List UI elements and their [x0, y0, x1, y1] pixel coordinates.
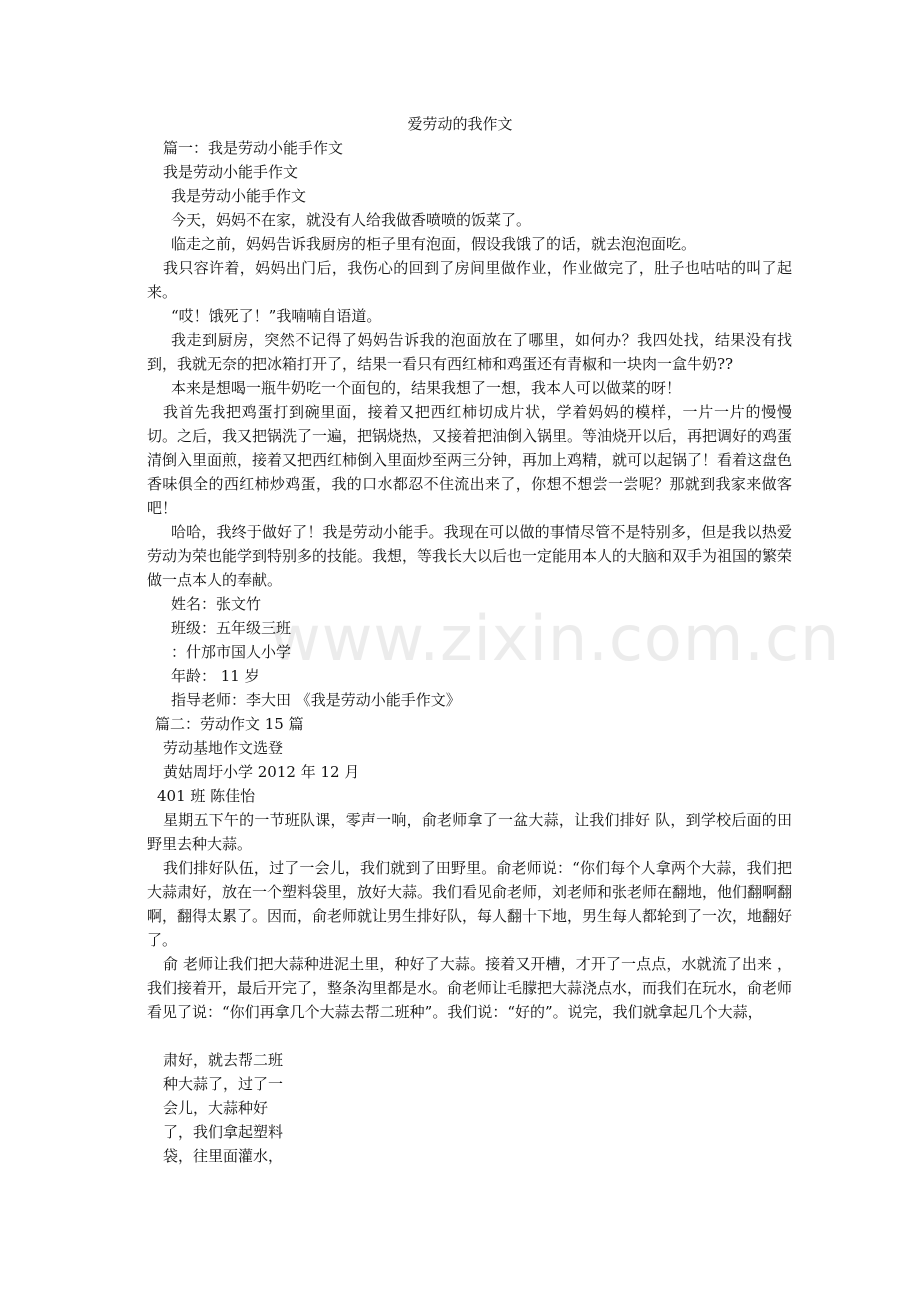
paragraph-8: 哈哈，我终于做好了！我是劳动小能手。我现在可以做的事情尽管不是特别多，但是我以热爱劳动为荣也能学到特别多的技能。我想，等我长大以后也一定能用本人的大脑和双手为祖国的繁荣做一点本人的奉献。: [147, 523, 793, 589]
author-name: 姓名：张文竹: [171, 595, 262, 613]
essay2-fragment-line-3: 会儿，大蒜种好: [163, 1099, 269, 1117]
section-2-subtitle: 劳动基地作文选登: [163, 739, 284, 757]
essay2-fragment-line-5: 袋，往里面灌水，: [163, 1147, 284, 1165]
paragraph-1: 今天，妈妈不在家，就没有人给我做香喷喷的饭菜了。: [171, 211, 532, 229]
paragraph-6: 本来是想喝一瓶牛奶吃一个面包的，结果我想了一想，我本人可以做菜的呀！: [171, 379, 682, 397]
paragraph-3: 我只容许着，妈妈出门后，我伤心的回到了房间里做作业，作业做完了，肚子也咕咕的叫了起来。: [147, 259, 792, 301]
author-age: 年龄： 11 岁: [171, 667, 260, 685]
section-1-heading: 篇一：我是劳动小能手作文: [163, 139, 344, 157]
document-title: 爱劳动的我作文: [407, 115, 513, 133]
essay2-paragraph-2: 我们排好队伍，过了一会儿，我们就到了田野里。俞老师说：“你们每个人拿两个大蒜，我们把大蒜肃好，放在一个塑料袋里，放好大蒜。我们看见俞老师，刘老师和张老师在翻地，他们翻啊翻啊，翻得太累了。因而，俞老师就让男生排好队，每人翻十下地，男生每人都轮到了一次，地翻好了。: [147, 859, 793, 949]
essay2-fragment-line-2: 种大蒜了，过了一: [163, 1075, 284, 1093]
essay2-paragraph-1: 星期五下午的一节班队课，零声一响，俞老师拿了一盆大蒜，让我们排好 队，到学校后面的田野里去种大蒜。: [147, 811, 792, 853]
paragraph-2: 临走之前，妈妈告诉我厨房的柜子里有泡面，假设我饿了的话，就去泡泡面吃。: [171, 235, 697, 253]
essay2-fragment-line-4: 了，我们拿起塑料: [163, 1123, 284, 1141]
watermark: www.zixin.com.cn: [270, 602, 841, 675]
section-2-author: 401 班 陈佳怡: [157, 787, 256, 805]
section-1-subtitle: 我是劳动小能手作文: [163, 163, 299, 181]
essay2-paragraph-3: 俞 老师让我们把大蒜种进泥土里，种好了大蒜。接着又开槽，才开了一点点，水就流了出来 ，我们接着开，最后开完了，整条沟里都是水。俞老师让毛朦把大蒜浇点水，而我们在玩水，俞老师看见了说：“你们再拿几个大蒜去帮二班种”。我们说：“好的”。说完，我们就拿起几个大蒜，: [147, 955, 793, 1021]
author-school: ：什邡市国人小学: [171, 643, 292, 661]
essay2-fragment-line-1: 肃好，就去帮二班: [163, 1051, 284, 1069]
section-2-school-date: 黄姑周圩小学 2012 年 12 月: [163, 763, 360, 781]
section-1-subtitle-repeat: 我是劳动小能手作文: [171, 187, 307, 205]
paragraph-5: 我走到厨房，突然不记得了妈妈告诉我的泡面放在了哪里，如何办？我四处找，结果没有找到，我就无奈的把冰箱打开了，结果一看只有西红柿和鸡蛋还有青椒和一块肉一盒牛奶??: [147, 331, 792, 373]
section-2-heading: 篇二：劳动作文 15 篇: [155, 715, 304, 733]
author-teacher: 指导老师：李大田 《我是劳动小能手作文》: [171, 691, 461, 709]
author-class: 班级：五年级三班: [171, 619, 292, 637]
paragraph-7: 我首先我把鸡蛋打到碗里面，接着又把西红柿切成片状，学着妈妈的模样，一片一片的慢慢切。之后，我又把锅洗了一遍，把锅烧热，又接着把油倒入锅里。等油烧开以后，再把调好的鸡蛋清倒入里面煎，接着又把西红柿倒入里面炒至两三分钟，再加上鸡精，就可以起锅了！看着这盘色香味俱全的西红柿炒鸡蛋，我的口水都忍不住流出来了，你想不想尝一尝呢？那就到我家来做客吧！: [147, 403, 793, 517]
paragraph-4: “哎！饿死了！”我喃喃自语道。: [171, 307, 382, 325]
